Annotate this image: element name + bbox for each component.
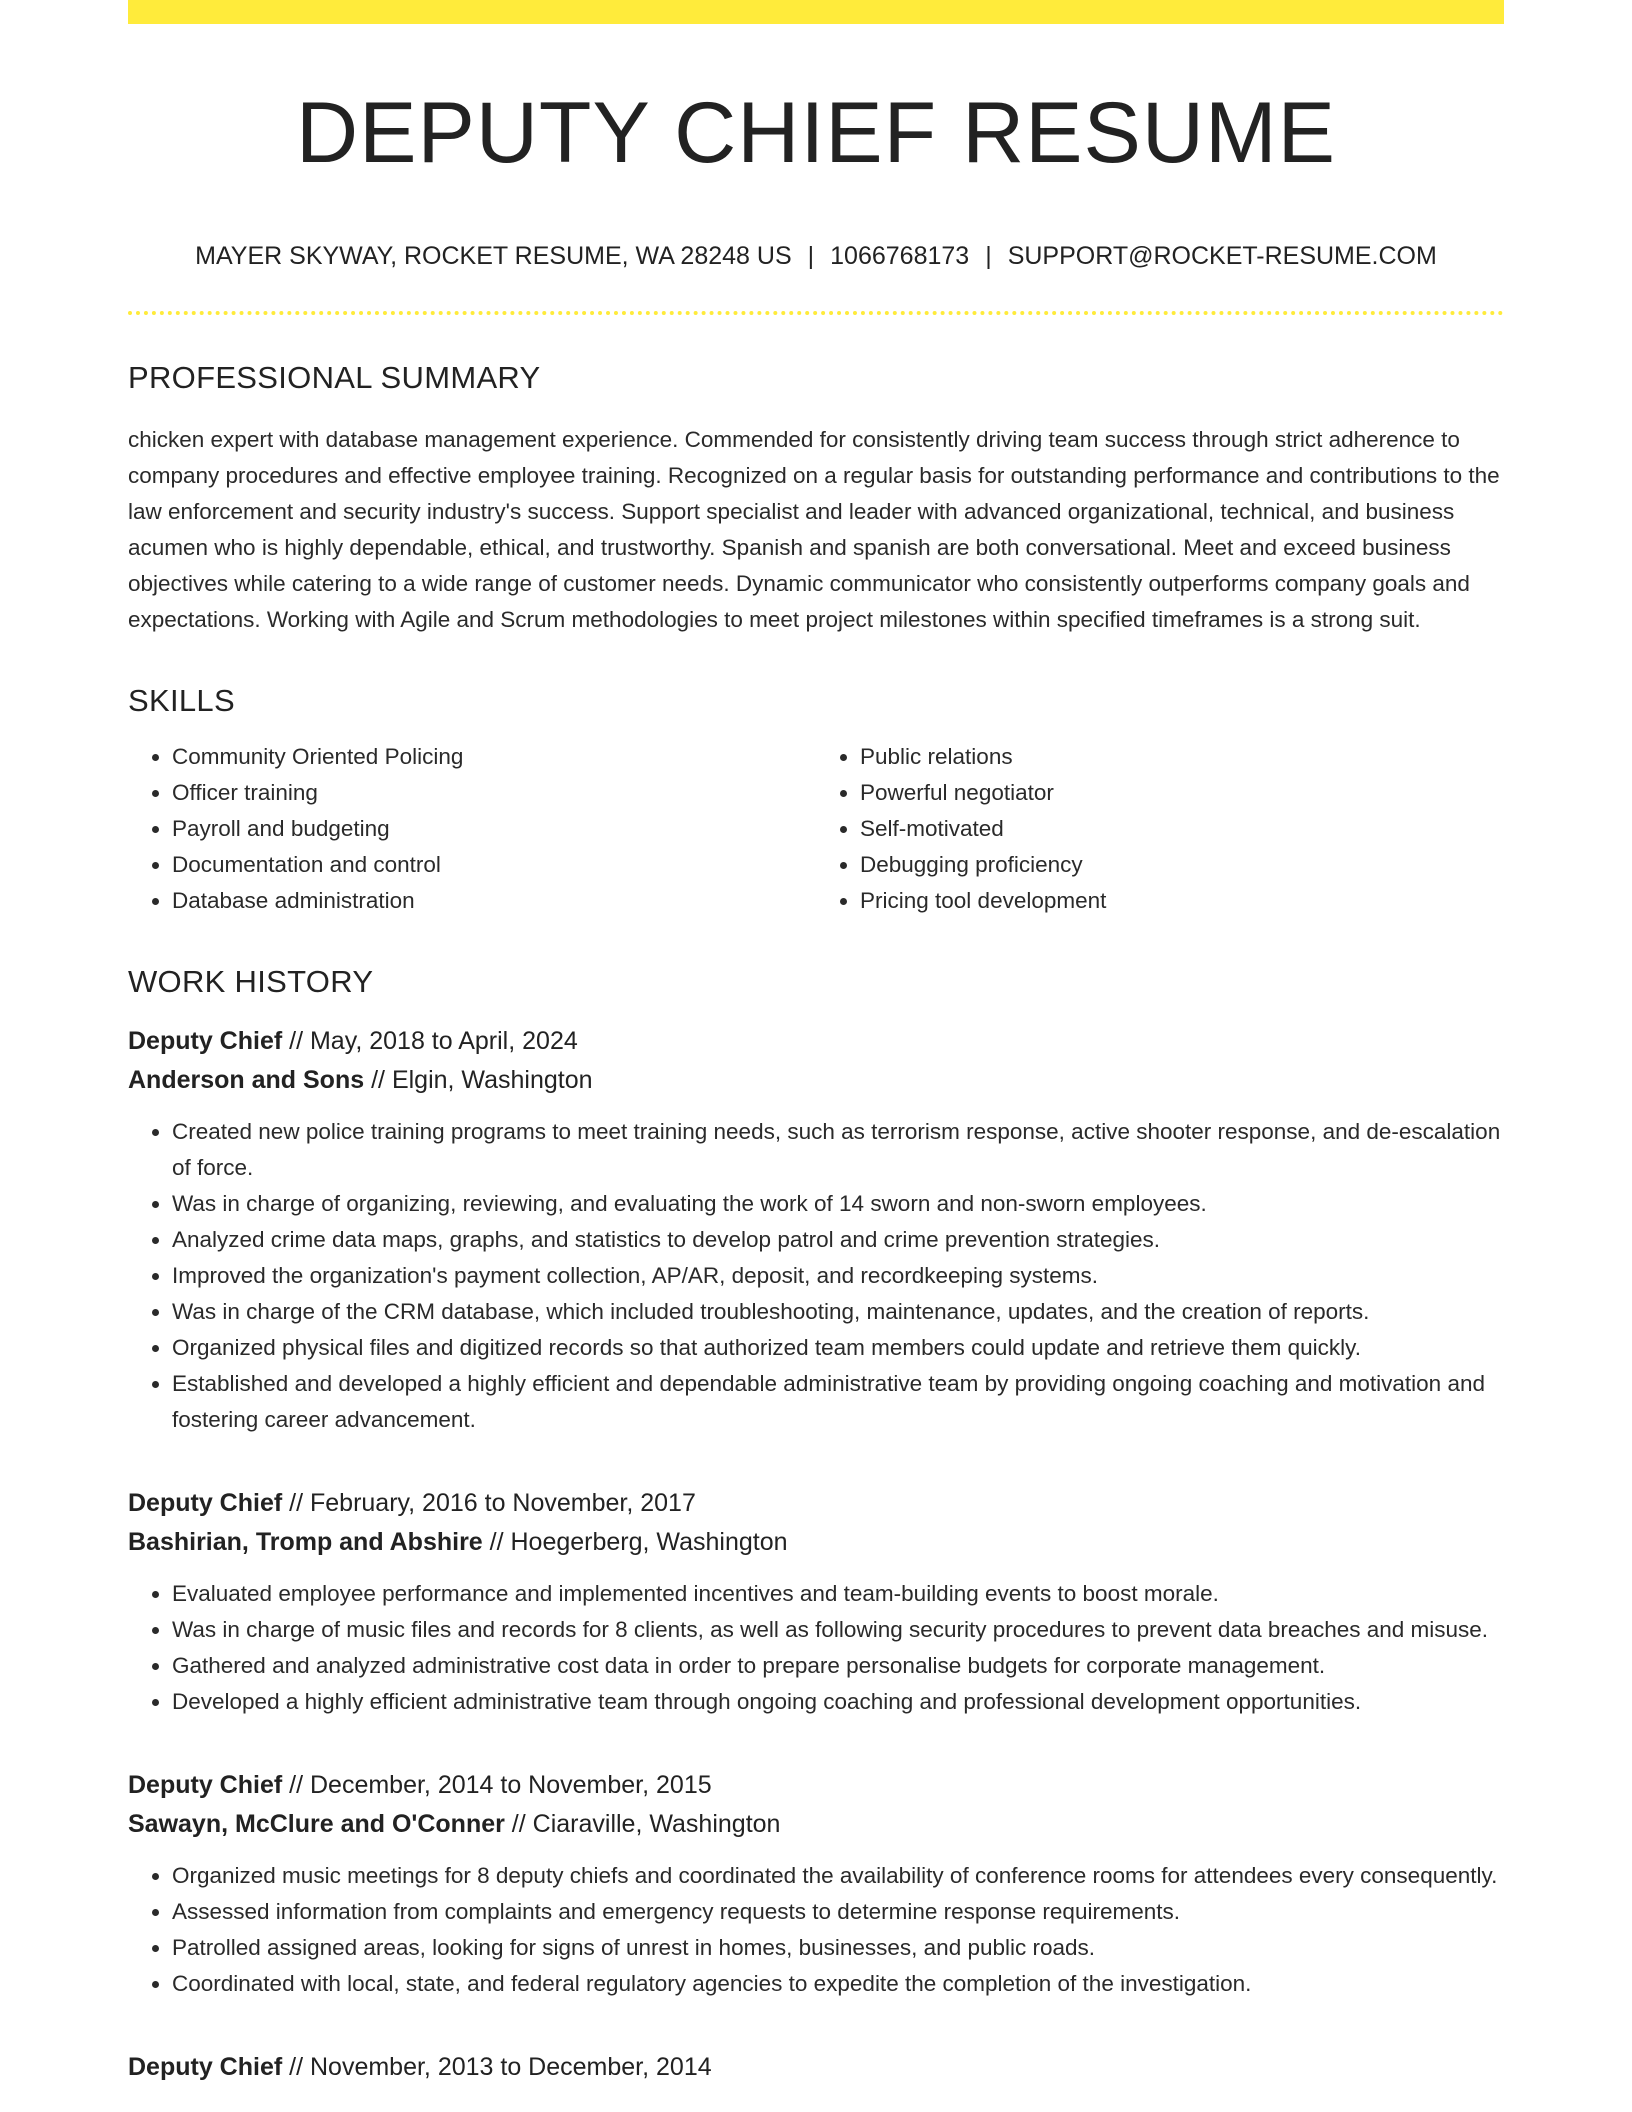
resume-title: DEPUTY CHIEF RESUME: [296, 85, 1336, 181]
job-duty-item: • Gathered and analyzed administrative cost data in order to prepare personalise budgets for corporate management.: [172, 1648, 1504, 1684]
job-duty-item: • Assessed information from complaints and emergency requests to determine response requirements.: [172, 1894, 1504, 1930]
job-duties: [128, 1576, 1504, 1720]
accent-bar: [128, 0, 1504, 24]
job-duty-item: • Was in charge of music files and records for 8 clients, as well as following security procedures to prevent data breaches and misuse.: [172, 1612, 1504, 1648]
contact-address: MAYER SKYWAY, ROCKET RESUME, WA 28248 US: [195, 241, 792, 270]
job-location: Elgin, Washington: [391, 1066, 593, 1095]
job-duty-item: • Was in charge of organizing, reviewing, and evaluating the work of 14 sworn and non-sworn employees.: [172, 1186, 1504, 1222]
contact-phone: 1066768173: [830, 241, 970, 270]
job-separator: //: [282, 1027, 310, 1056]
job-duty-item: • Established and developed a highly efficient and dependable administrative team by providing ongoing coaching and motivation and fostering career advancement.: [172, 1366, 1504, 1438]
job-dates: December, 2014 to November, 2015: [309, 1771, 712, 1800]
job-separator: //: [364, 1066, 392, 1095]
skills-column-right: [816, 739, 1504, 919]
job-company: Sawayn, McClure and O'Conner: [128, 1810, 505, 1839]
job-duty-item: • Analyzed crime data maps, graphs, and statistics to develop patrol and crime prevention strategies.: [172, 1222, 1504, 1258]
job-title-line: [128, 1484, 1504, 1523]
job-title-line: [128, 2048, 1504, 2087]
job-duties: [128, 1114, 1504, 1438]
job-title-line: [128, 1022, 1504, 1061]
contact-separator: |: [807, 241, 815, 270]
job-separator: //: [282, 2053, 310, 2082]
job-separator: //: [282, 1489, 310, 1518]
job-dates: November, 2013 to December, 2014: [309, 2053, 712, 2082]
job-company-line: [128, 1061, 1504, 1100]
job-title-line: [128, 1766, 1504, 1805]
work-history-heading: WORK HISTORY: [128, 964, 374, 1000]
job-duty-item: • Organized physical files and digitized records so that authorized team members could update and retrieve them quickly.: [172, 1330, 1504, 1366]
job-duty-item: • Evaluated employee performance and implemented incentives and team-building events to boost morale.: [172, 1576, 1504, 1612]
job-duties: [128, 1858, 1504, 2002]
job-duty-item: • Created new police training programs to meet training needs, such as terrorism response, active shooter response, and de-escalation of force.: [172, 1114, 1504, 1186]
job-duty-item: • Coordinated with local, state, and federal regulatory agencies to expedite the completion of the investigation.: [172, 1966, 1504, 2002]
job-separator: //: [282, 1771, 310, 1800]
job-duty-item: • Patrolled assigned areas, looking for signs of unrest in homes, businesses, and public roads.: [172, 1930, 1504, 1966]
header-divider: [128, 311, 1504, 315]
resume-page: [128, 0, 1504, 2087]
job-duty-item: • Was in charge of the CRM database, which included troubleshooting, maintenance, updates, and the creation of reports.: [172, 1294, 1504, 1330]
job-title: Deputy Chief: [128, 1027, 283, 1056]
skill-item: • Payroll and budgeting: [172, 811, 816, 847]
job-company: Bashirian, Tromp and Abshire: [128, 1528, 483, 1557]
job-title: Deputy Chief: [128, 1771, 283, 1800]
job-duty-item: • Organized music meetings for 8 deputy chiefs and coordinated the availability of conference rooms for attendees every consequently.: [172, 1858, 1504, 1894]
job-company-line: [128, 1523, 1504, 1562]
skills-column-left: [128, 739, 816, 919]
skills-list: [128, 739, 1504, 919]
skill-item: • Self-motivated: [860, 811, 1504, 847]
skill-item: • Public relations: [860, 739, 1504, 775]
contact-email[interactable]: SUPPORT@ROCKET-RESUME.COM: [1007, 241, 1437, 270]
job-title: Deputy Chief: [128, 1489, 283, 1518]
job-entry: [128, 1022, 1504, 1438]
job-company-line: [128, 1805, 1504, 1844]
contact-line: [128, 241, 1504, 271]
job-duty-item: • Developed a highly efficient administrative team through ongoing coaching and professional development opportunities.: [172, 1684, 1504, 1720]
skill-item: • Officer training: [172, 775, 816, 811]
job-location: Hoegerberg, Washington: [510, 1528, 788, 1557]
skills-heading: SKILLS: [128, 683, 235, 719]
job-separator: //: [482, 1528, 511, 1557]
job-duty-item: • Improved the organization's payment collection, AP/AR, deposit, and recordkeeping systems.: [172, 1258, 1504, 1294]
skill-item: • Database administration: [172, 883, 816, 919]
skill-item: • Debugging proficiency: [860, 847, 1504, 883]
job-company: Anderson and Sons: [128, 1066, 365, 1095]
contact-separator: |: [985, 241, 992, 270]
skill-item: • Pricing tool development: [860, 883, 1504, 919]
summary-text: chicken expert with database management experience. Commended for consistently driving team success through strict adherence to company procedures and effective employee training. Recognized on a regular basis for outstanding performance and contributions to the law enforcement and security industry's success. Support specialist and leader with advanced organizational, technical, and business acumen who is highly dependable, ethical, and trustworthy. Spanish and spanish are both conversational. Meet and exceed business objectives while catering to a wide range of customer needs. Dynamic communicator who consistently outperforms company goals and expectations. Working with Agile and Scrum methodologies to meet project milestones within specified timeframes is a strong suit.: [128, 427, 1500, 633]
summary-heading: PROFESSIONAL SUMMARY: [128, 359, 541, 395]
work-history-list: [128, 1022, 1504, 2087]
job-separator: //: [504, 1810, 533, 1839]
skill-item: • Powerful negotiator: [860, 775, 1504, 811]
job-entry: [128, 1484, 1504, 1720]
job-dates: May, 2018 to April, 2024: [309, 1027, 578, 1056]
job-entry: [128, 2048, 1504, 2087]
skill-item: • Community Oriented Policing: [172, 739, 816, 775]
job-dates: February, 2016 to November, 2017: [309, 1489, 696, 1518]
job-entry: [128, 1766, 1504, 2002]
job-location: Ciaraville, Washington: [532, 1810, 781, 1839]
skill-item: • Documentation and control: [172, 847, 816, 883]
job-title: Deputy Chief: [128, 2053, 283, 2082]
